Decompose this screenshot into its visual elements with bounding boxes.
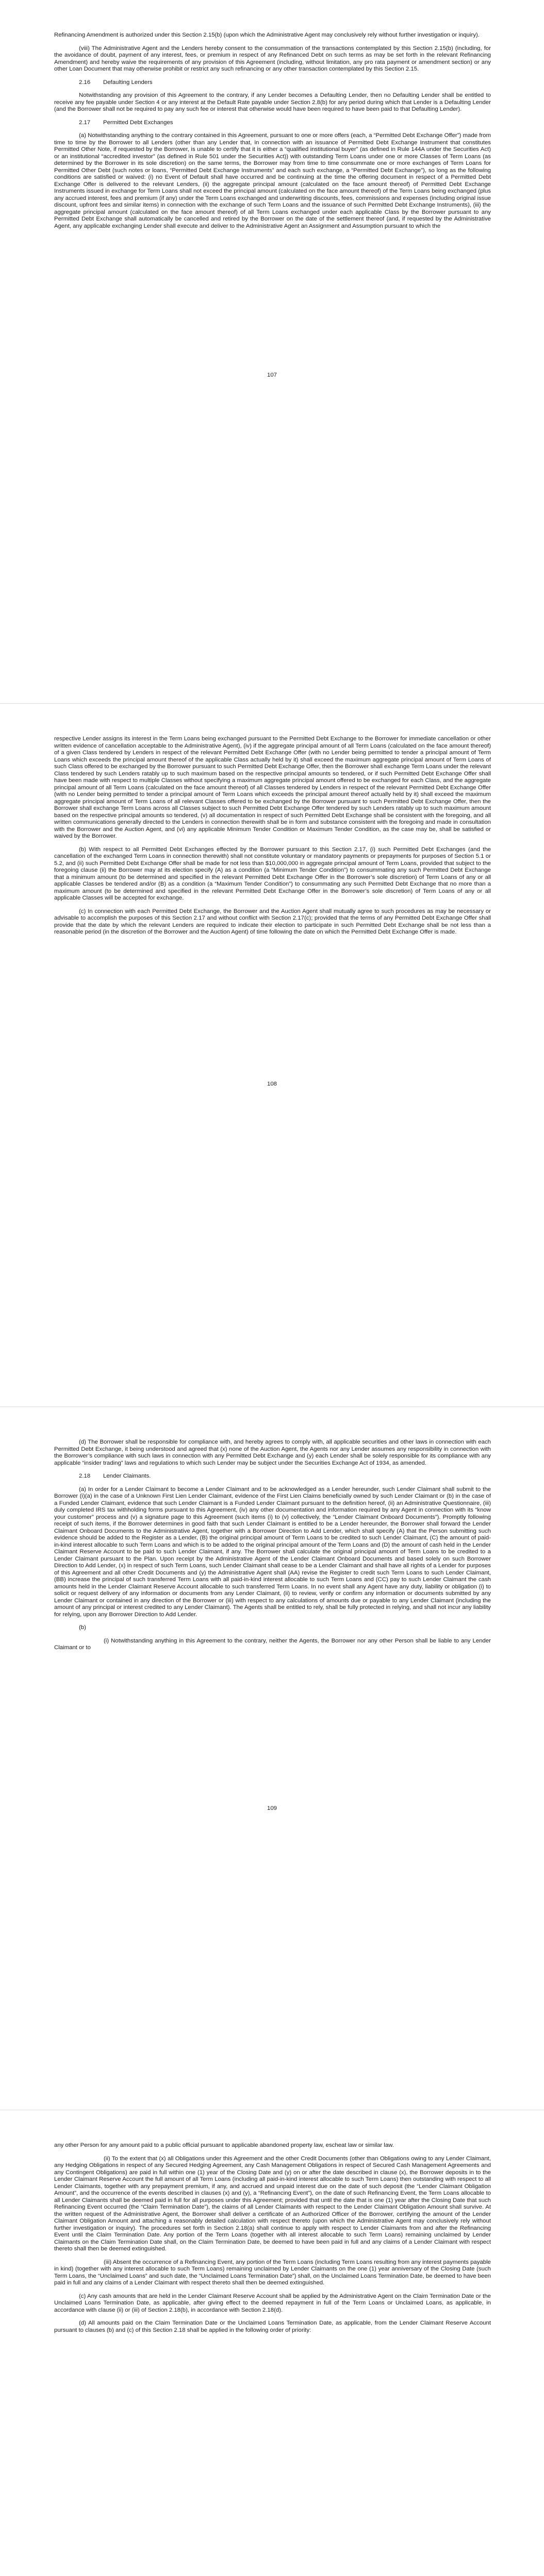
page-number: 108 bbox=[267, 1081, 277, 1087]
section-number: 2.18 bbox=[79, 1473, 91, 1479]
page-109 bbox=[0, 1406, 544, 2110]
paragraph: respective Lender assigns its interest in the Term Loans being exchanged pursuant to the Permitted Debt Exchange to the Borrower for immediate cancellation or other written evidence of cancellation acceptable to the Administrative Agent), (iv) if the aggregate principal amount of all Term Loans (calculated on the face amount thereof) of a given Class tendered by Lenders in respect of the relevant Permitted Debt Exchange Offer (with no Lender being permitted to tender a principal amount of Term Loans which exceeds the principal amount thereof of the applicable Class actually held by it) shall exceed the maximum aggregate principal amount of Term Loans of such Class offered to be exchanged by the Borrower pursuant to such Permitted Debt Exchange Offer, then the Borrower shall exchange Term Loans under the relevant Class tendered by such Lenders ratably up to such maximum based on the respective principal amounts so tendered, or if such Permitted Debt Exchange Offer shall have been made with respect to multiple Classes without specifying a maximum aggregate principal amount offered to be exchanged for each Class, and the aggregate principal amount of all Term Loans (calculated on the face amount thereof) of all Classes tendered by Lenders in respect of the relevant Permitted Debt Exchange Offer (with no Lender being permitted to tender a principal amount of Term Loans which exceeds the principal amount thereof actually held by it) shall exceed the maximum aggregate principal amount of Term Loans of all relevant Classes offered to be exchanged by the Borrower pursuant to such Permitted Debt Exchange Offer, then the Borrower shall exchange Term Loans across all Classes subject to such Permitted Debt Exchange Offer tendered by such Lenders ratably up to such maximum amount based on the respective principal amounts so tendered, (v) all documentation in respect of such Permitted Debt Exchange shall be consistent with the foregoing, and all written communications generally directed to the Lenders in connection therewith shall be in form and substance consistent with the foregoing and made in consultation with the Borrower and the Auction Agent, and (vi) any applicable Minimum Tender Condition or Maximum Tender Condition, as the case may be, shall be satisfied or waived by the Borrower. bbox=[54, 736, 491, 839]
page-number: 109 bbox=[267, 1805, 277, 1811]
page-body bbox=[54, 2142, 491, 2340]
page-body bbox=[54, 32, 491, 236]
paragraph: Refinancing Amendment is authorized under this Section 2.15(b) (upon which the Administrative Agent may conclusively rely without further investigation or inquiry). bbox=[54, 32, 480, 38]
paragraph: (c) Any cash amounts that are held in the Lender Claimant Reserve Account shall be applied by the Administrative Agent on the Claim Termination Date or the Unclaimed Loans Termination Date, as applicable, after giving effect to the deemed repayment in full of the Term Loans or Unclaimed Loans, as applicable, in accordance with clause (ii) or (iii) of Section 2.18(b), in accordance with Section 2.18(d). bbox=[54, 2293, 491, 2313]
paragraph: (iii) Absent the occurrence of a Refinancing Event, any portion of the Term Loans (including Term Loans resulting from any interest payments payable in kind) (together with any interest allocable to such Term Loans) remaining unclaimed by Lender Claimants on the one (1) year anniversary of the Closing Date (such Term Loans, the “Unclaimed Loans” and such date, the “Unclaimed Loans Termination Date”) shall, on the Unclaimed Loans Termination Date, be deemed to have been paid in full and any claims of a Lender Claimant with respect thereto shall then be deemed extinguished. bbox=[54, 2259, 491, 2286]
section-number: 2.16 bbox=[79, 79, 91, 86]
section-heading bbox=[79, 120, 491, 127]
paragraph: Notwithstanding any provision of this Agreement to the contrary, if any Lender becomes a Defaulting Lender, then no Defaulting Lender shall be entitled to receive any fee payable under Section 4 or any interest at the Default Rate payable under Section 2.8(b) for any period during which that Lender is a Defaulting Lender (and the Borrower shall not be required to pay any such fee or interest that otherwise would have been required to have been paid to that Defaulting Lender). bbox=[54, 92, 491, 112]
paragraph: (b) With respect to all Permitted Debt Exchanges effected by the Borrower pursuant to this Section 2.17, (i) such Permitted Debt Exchanges (and the cancellation of the exchanged Term Loans in connection therewith) shall not constitute voluntary or mandatory payments or prepayments for purposes of Section 5.1 or 5.2, and (ii) such Permitted Debt Exchange Offer shall be made for not less than $10,000,000 in aggregate principal amount of Term Loans, provided that subject to the foregoing clause (ii) the Borrower may at its election specify (A) as a condition (a “Minimum Tender Condition”) to consummating any such Permitted Debt Exchange that a minimum amount (to be determined and specified in the relevant Permitted Debt Exchange Offer in the Borrower’s sole discretion) of Term Loans of any or all applicable Classes be tendered and/or (B) as a condition (a “Maximum Tender Condition”) to consummating any such Permitted Debt Exchange that no more than a maximum amount (to be determined and specified in the relevant Permitted Debt Exchange Offer in the Borrower’s sole discretion) of Term Loans of any or all applicable Classes will be accepted for exchange. bbox=[54, 846, 491, 901]
page-body bbox=[54, 1439, 491, 1658]
page-110 bbox=[0, 2110, 544, 2576]
paragraph: (c) In connection with each Permitted Debt Exchange, the Borrower and the Auction Agent shall mutually agree to such procedures as may be necessary or advisable to accomplish the purposes of this Section 2.17 and without conflict with Section 2.17(c); provided that the terms of any Permitted Debt Exchange Offer shall provide that the date by which the relevant Lenders are required to indicate their election to participate in such Permitted Debt Exchange shall be not less than a reasonable period (in the discretion of the Borrower and the Auction Agent) of time following the date on which the Permitted Debt Exchange Offer is made. bbox=[54, 908, 491, 935]
paragraph: any other Person for any amount paid to a public official pursuant to applicable abandoned property law, escheat law or similar law. bbox=[54, 2142, 394, 2148]
paragraph: (a) Notwithstanding anything to the contrary contained in this Agreement, pursuant to one or more offers (each, a “Permitted Debt Exchange Offer”) made from time to time by the Borrower to all Lenders (other than any Lender that, in connection with an issuance of Permitted Debt Exchange Instrument that constitutes Permitted Other Note, if requested by the Borrower, is unable to certify that it is either a “qualified institutional buyer” (as defined in Rule 144A under the Securities Act) or an institutional “accredited investor” (as defined in Rule 501 under the Securities Act)) with outstanding Term Loans under one or more Classes of Term Loans (as determined by the Borrower in its sole discretion) on the same terms, the Borrower may from time to time consummate one or more exchanges of Term Loans for Permitted Other Debt (such notes or loans, “Permitted Debt Exchange Instruments” and each such exchange, a “Permitted Debt Exchange”), so long as the following conditions are satisfied or waived: (i) no Event of Default shall have occurred and be continuing at the time the offering document in respect of a Permitted Debt Exchange Offer is delivered to the relevant Lenders, (ii) the aggregate principal amount (calculated on the face amount thereof) of Permitted Debt Exchange Instruments issued in exchange for Term Loans shall not exceed the principal amount (calculated on the face amount thereof) of the Term Loans being exchanged (plus any accrued interest, fees and premium (if any) under the Term Loans exchanged and underwriting discounts, fees, commissions and expenses (including original issue discount, upfront fees and similar items) in connection with the exchange of such Term Loans and the issuance of such Permitted Debt Exchange Instruments), (iii) the aggregate principal amount (calculated on the face amount thereof) of all Term Loans exchanged under each applicable Class by the Borrower pursuant to any Permitted Debt Exchange shall automatically be cancelled and retired by the Borrower on the date of the settlement thereof (and, if requested by the Administrative Agent, any applicable exchanging Lender shall execute and deliver to the Administrative Agent an Assignment and Assumption pursuant to which the bbox=[54, 132, 491, 229]
section-heading bbox=[79, 79, 491, 87]
paragraph: (b) bbox=[79, 1624, 86, 1631]
section-number: 2.17 bbox=[79, 119, 91, 126]
paragraph: (viii) The Administrative Agent and the Lenders hereby consent to the consummation of the transactions contemplated by this Section 2.15(b) (including, for the avoidance of doubt, payment of any interest, fees, or premium in respect of any Refinanced Debt on such terms as may be set forth in the relevant Refinancing Amendment) and hereby waive the requirements of any provision of this Agreement (including, without limitation, any pro rata payment or amendment section) or any other Loan Document that may otherwise prohibit or restrict any such refinancing or any other transaction contemplated by this Section 2.15. bbox=[54, 45, 491, 72]
paragraph: (d) The Borrower shall be responsible for compliance with, and hereby agrees to comply with, all applicable securities and other laws in connection with each Permitted Debt Exchange, it being understood and agreed that (x) none of the Auction Agent, the Agents nor any Lender assumes any responsibility in connection with the Borrower’s compliance with such laws in connection with any Permitted Debt Exchange and (y) each Lender shall be solely responsible for its compliance with any applicable “insider trading” laws and regulations to which such Lender may be subject under the Securities Exchange Act of 1934, as amended. bbox=[54, 1439, 491, 1466]
paragraph: (ii) To the extent that (x) all Obligations under this Agreement and the other Credit Documents (other than Obligations owing to any Lender Claimant, any Hedging Obligations in respect of any Secured Hedging Agreement, any Cash Management Obligations in respect of Secured Cash Management Agreements and any Contingent Obligations) are paid in full within one (1) year of the Closing Date and (y) on or after the date described in clause (x), the Borrower deposits in to the Lender Claimant Reserve Account the full amount of all Term Loans (including all paid-in-kind interest allocable to such Term Loans) then outstanding with respect to all Lender Claimants, together with any prepayment premium, if any, and accrued and unpaid interest due on the date of such deposit (the “Lender Claimant Obligation Amount”, and the occurrence of the events described in clauses (x) and (y), a “Refinancing Event”), on the date of such Refinancing Event, the Term Loans allocable to all Lender Claimants shall be deemed paid in full for all purposes under this Agreement; provided that until the date that is one (1) year after the Closing Date that such Refinancing Event occurred (the “Claim Termination Date”), the claims of all Lender Claimants with respect to the Lender Claimant Obligation Amount shall survive. At the written request of the Administrative Agent, the Borrower shall deliver a certificate of an Authorized Officer of the Borrower, certifying the amount of the Lender Claimant Obligation Amount and attaching a reasonably detailed calculation with respect thereto (upon which the Administrative Agent may conclusively rely without further investigation or inquiry). The procedures set forth in Section 2.18(a) shall continue to apply with respect to Lender Claimants from and after the Refinancing Event until the Claim Termination Date. Any portion of the Term Loans (together with all interest allocable to such Term Loans) remaining unclaimed by Lender Claimants on the Claim Termination Date shall, on the Claim Termination Date, be deemed to have been paid in full and any claims of a Lender Claimant with respect thereto shall then be deemed extinguished. bbox=[54, 2155, 491, 2252]
paragraph: (d) All amounts paid on the Claim Termination Date or the Unclaimed Loans Termination Date, as applicable, from the Lender Claimant Reserve Account pursuant to clauses (b) and (c) of this Section 2.18 shall be applied in the following order of priority: bbox=[54, 2320, 491, 2333]
page-number: 107 bbox=[267, 372, 277, 378]
section-heading bbox=[79, 1473, 491, 1480]
paragraph: (i) Notwithstanding anything in this Agreement to the contrary, neither the Agents, the Borrower nor any other Person shall be liable to any Lender Claimant or to bbox=[54, 1637, 491, 1651]
section-title: Lender Claimants. bbox=[103, 1473, 151, 1479]
section-title: Permitted Debt Exchanges bbox=[103, 119, 173, 126]
page-107 bbox=[0, 0, 544, 703]
section-title: Defaulting Lenders bbox=[103, 79, 153, 86]
page-body bbox=[54, 736, 491, 942]
page-108 bbox=[0, 703, 544, 1407]
paragraph: (a) In order for a Lender Claimant to become a Lender Claimant and to be acknowledged as a Lender hereunder, such Lender Claimant shall submit to the Borrower (i)(a) in the case of a Unknown First Lien Lender Claimant, evidence of the First Lien Claims beneficially owned by such Lender Claimant or (b) in the case of a Funded Lender Claimant, evidence that such Lender Claimant is a Funded Lender Claimant pursuant to the definition hereof, (ii) an Administrative Questionnaire, (iii) duly completed IRS tax withholding forms pursuant to this Agreement, (iv) any other documentation and information required by any Agent in connection with its “know your customer” process and (v) a signature page to this Agreement (such items (i) to (v) collectively, the “Lender Claimant Onboard Documents”). Promptly following receipt of such items, if the Borrower determines in good faith that such Lender Claimant is entitled to be a Lender hereunder, the Borrower shall forward the Lender Claimant Onboard Documents to the Administrative Agent, together with a Borrower Direction to Add Lender, which shall specify (A) that the Person submitting such evidence should be added to the Register as a Lender, (B) the original principal amount of Term Loans to be credited to such Lender Claimant, (C) the amount of paid-in-kind interest allocable to such Term Loans and which is to be added to the original principal amount of the Term Loans and (D) the amount of cash held in the Lender Claimant Reserve Account to be paid to such Lender Claimant, if any. The Borrower shall calculate the original principal amount of Term Loans to be credited to a Lender Claimant pursuant to the Plan. Upon receipt by the Administrative Agent of the Lender Claimant Onboard Documents and based solely on such Borrower Direction to Add Lender, (x) in respect of such Term Loans, such Lender Claimant shall cease to be a Lender Claimant and shall have all rights of a Lender for purposes of this Agreement and all other Credit Documents and (y) the Administrative Agent shall (AA) revise the Register to credit such Term Loans to such Lender Claimant, (BB) increase the principal of such transferred Term Loans with all paid-in-kind interest allocable to such Term Loans and (CC) pay to such Lender Claimant the cash amounts held in the Lender Claimant Reserve Account allocable to such transferred Term Loans. In no event shall any Agent have any duty, liability or obligation (i) to solicit or request delivery of any information or documents from any Lender Claimant, (ii) to review, verify or confirm any information or documents submitted by any Lender Claimant or contained in any direction of the Borrower or (iii) with respect to any calculations of amounts due or payable to any Lender Claimant (including the amount of any principal or interest credited to any Lender Claimant). The Agents shall be entitled to rely, shall be fully protected in relying, and shall not incur any liability for relying, upon any Borrower Direction to Add Lender. bbox=[54, 1486, 491, 1618]
